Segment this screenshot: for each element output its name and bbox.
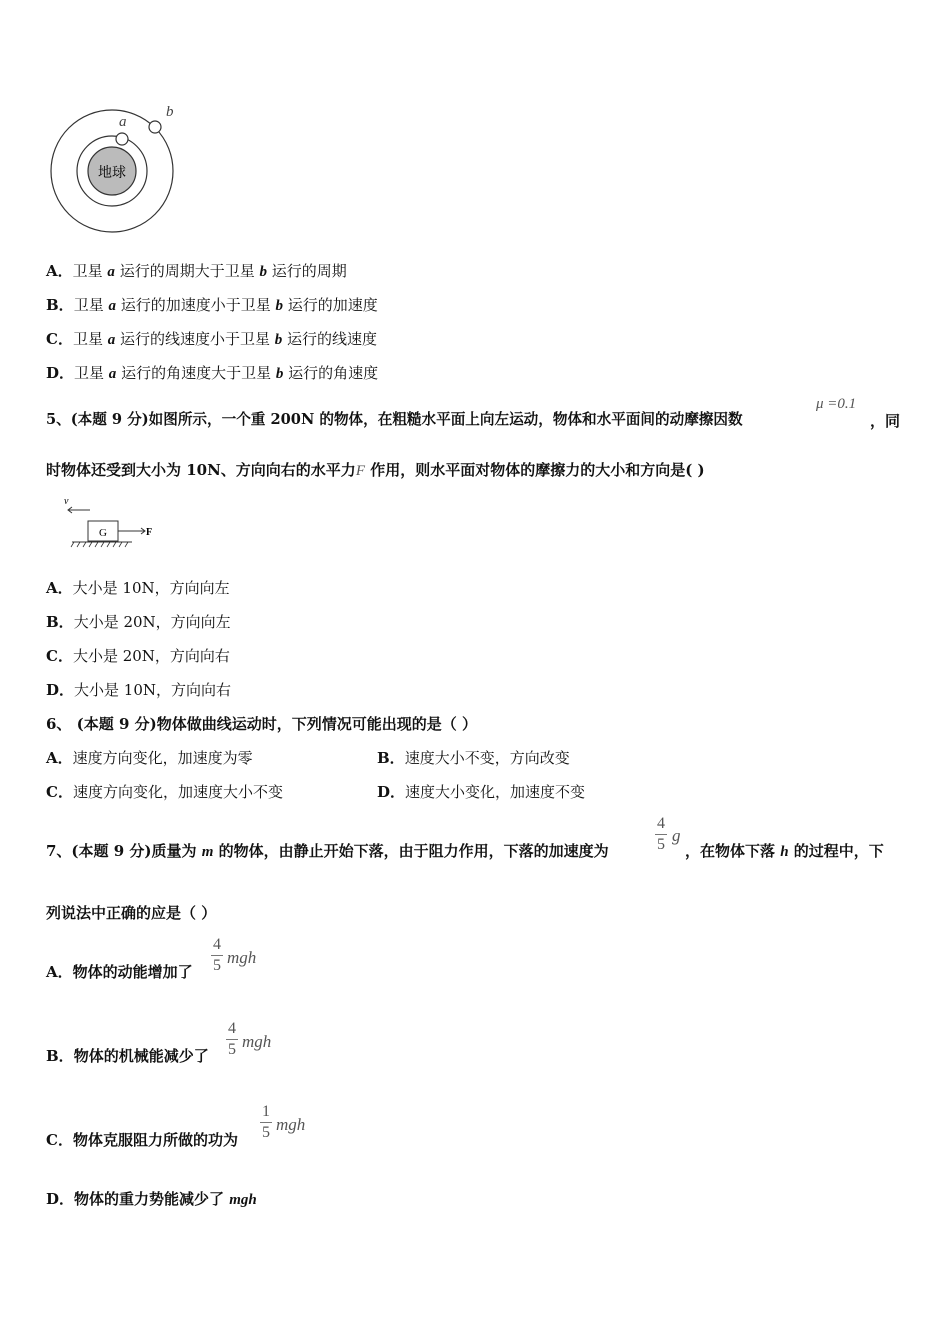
q5-line1-end: ，同	[870, 412, 901, 430]
q7-stem-line1: 7、(本题 9 分)质量为 m 的物体，由静止开始下落，由于阻力作用，下落的加速度为	[46, 842, 609, 860]
q5-option-c: C．大小是 20N，方向向右	[46, 647, 230, 665]
earth-label: 地球	[98, 165, 126, 181]
q7-option-b-var: mgh	[242, 1032, 272, 1051]
ground-hatch	[71, 542, 128, 547]
q6-option-d: D．速度大小变化，加速度不变	[377, 783, 586, 801]
q7-option-a-var: mgh	[227, 948, 257, 967]
q4-option-b: B．卫星 a 运行的加速度小于卫星 b 运行的加速度	[46, 296, 378, 314]
force-label: F	[146, 527, 153, 538]
satellite-orbit-figure	[44, 98, 184, 238]
q7-option-c-fraction: 1 5	[262, 1103, 270, 1141]
q6-option-b: B．速度大小不变，方向改变	[377, 749, 570, 767]
q7-acceleration-fraction: 4 5	[657, 815, 665, 853]
q6-option-a: A．速度方向变化，加速度为零	[46, 749, 253, 767]
q5-mu: μ =0.1	[816, 396, 857, 412]
q7-acceleration-g: g	[672, 826, 681, 845]
satellite-a	[116, 133, 128, 145]
q6-option-c: C．速度方向变化，加速度大小不变	[46, 783, 283, 801]
q4-option-a: A．卫星 a 运行的周期大于卫星 b 运行的周期	[46, 262, 347, 280]
q5-stem-line2: 时物体还受到大小为 10N、方向向右的水平力F 作用，则水平面对物体的摩擦力的大小和方向是( )	[46, 461, 705, 479]
q7-stem-line2: 列说法中正确的应是（ ）	[46, 904, 217, 922]
satellite-b	[149, 121, 161, 133]
q5-option-d: D．大小是 10N，方向向右	[46, 681, 231, 699]
q7-option-b-fraction: 4 5	[228, 1020, 236, 1058]
block-label: G	[99, 527, 107, 539]
velocity-label: v	[64, 496, 69, 507]
q5-option-b: B．大小是 20N，方向向左	[46, 613, 231, 631]
satellite-b-label: b	[166, 104, 174, 120]
q4-option-d: D．卫星 a 运行的角速度大于卫星 b 运行的角速度	[46, 364, 379, 382]
q7-option-d: D．物体的重力势能减少了 mgh	[46, 1190, 257, 1208]
q7-option-c-var: mgh	[276, 1115, 306, 1134]
q7-option-b: B．物体的机械能减少了	[46, 1047, 209, 1065]
q5-option-a: A．大小是 10N，方向向左	[46, 579, 230, 597]
q4-option-c: C．卫星 a 运行的线速度小于卫星 b 运行的线速度	[46, 330, 378, 348]
q7-option-c: C．物体克服阻力所做的功为	[46, 1131, 238, 1149]
satellite-a-label: a	[119, 114, 127, 130]
q7-option-a-fraction: 4 5	[213, 936, 221, 974]
q7-option-a: A．物体的动能增加了	[46, 963, 193, 981]
block-force-figure	[60, 494, 160, 550]
q5-stem-line1: 5、(本题 9 分)如图所示，一个重 200N 的物体，在粗糙水平面上向左运动，物体和水平面间的动摩擦因数	[46, 411, 743, 428]
q7-stem-line1-end: ，在物体下落 h 的过程中，下	[685, 842, 884, 860]
q6-stem: 6、 (本题 9 分)物体做曲线运动时，下列情况可能出现的是（ ）	[46, 715, 477, 733]
